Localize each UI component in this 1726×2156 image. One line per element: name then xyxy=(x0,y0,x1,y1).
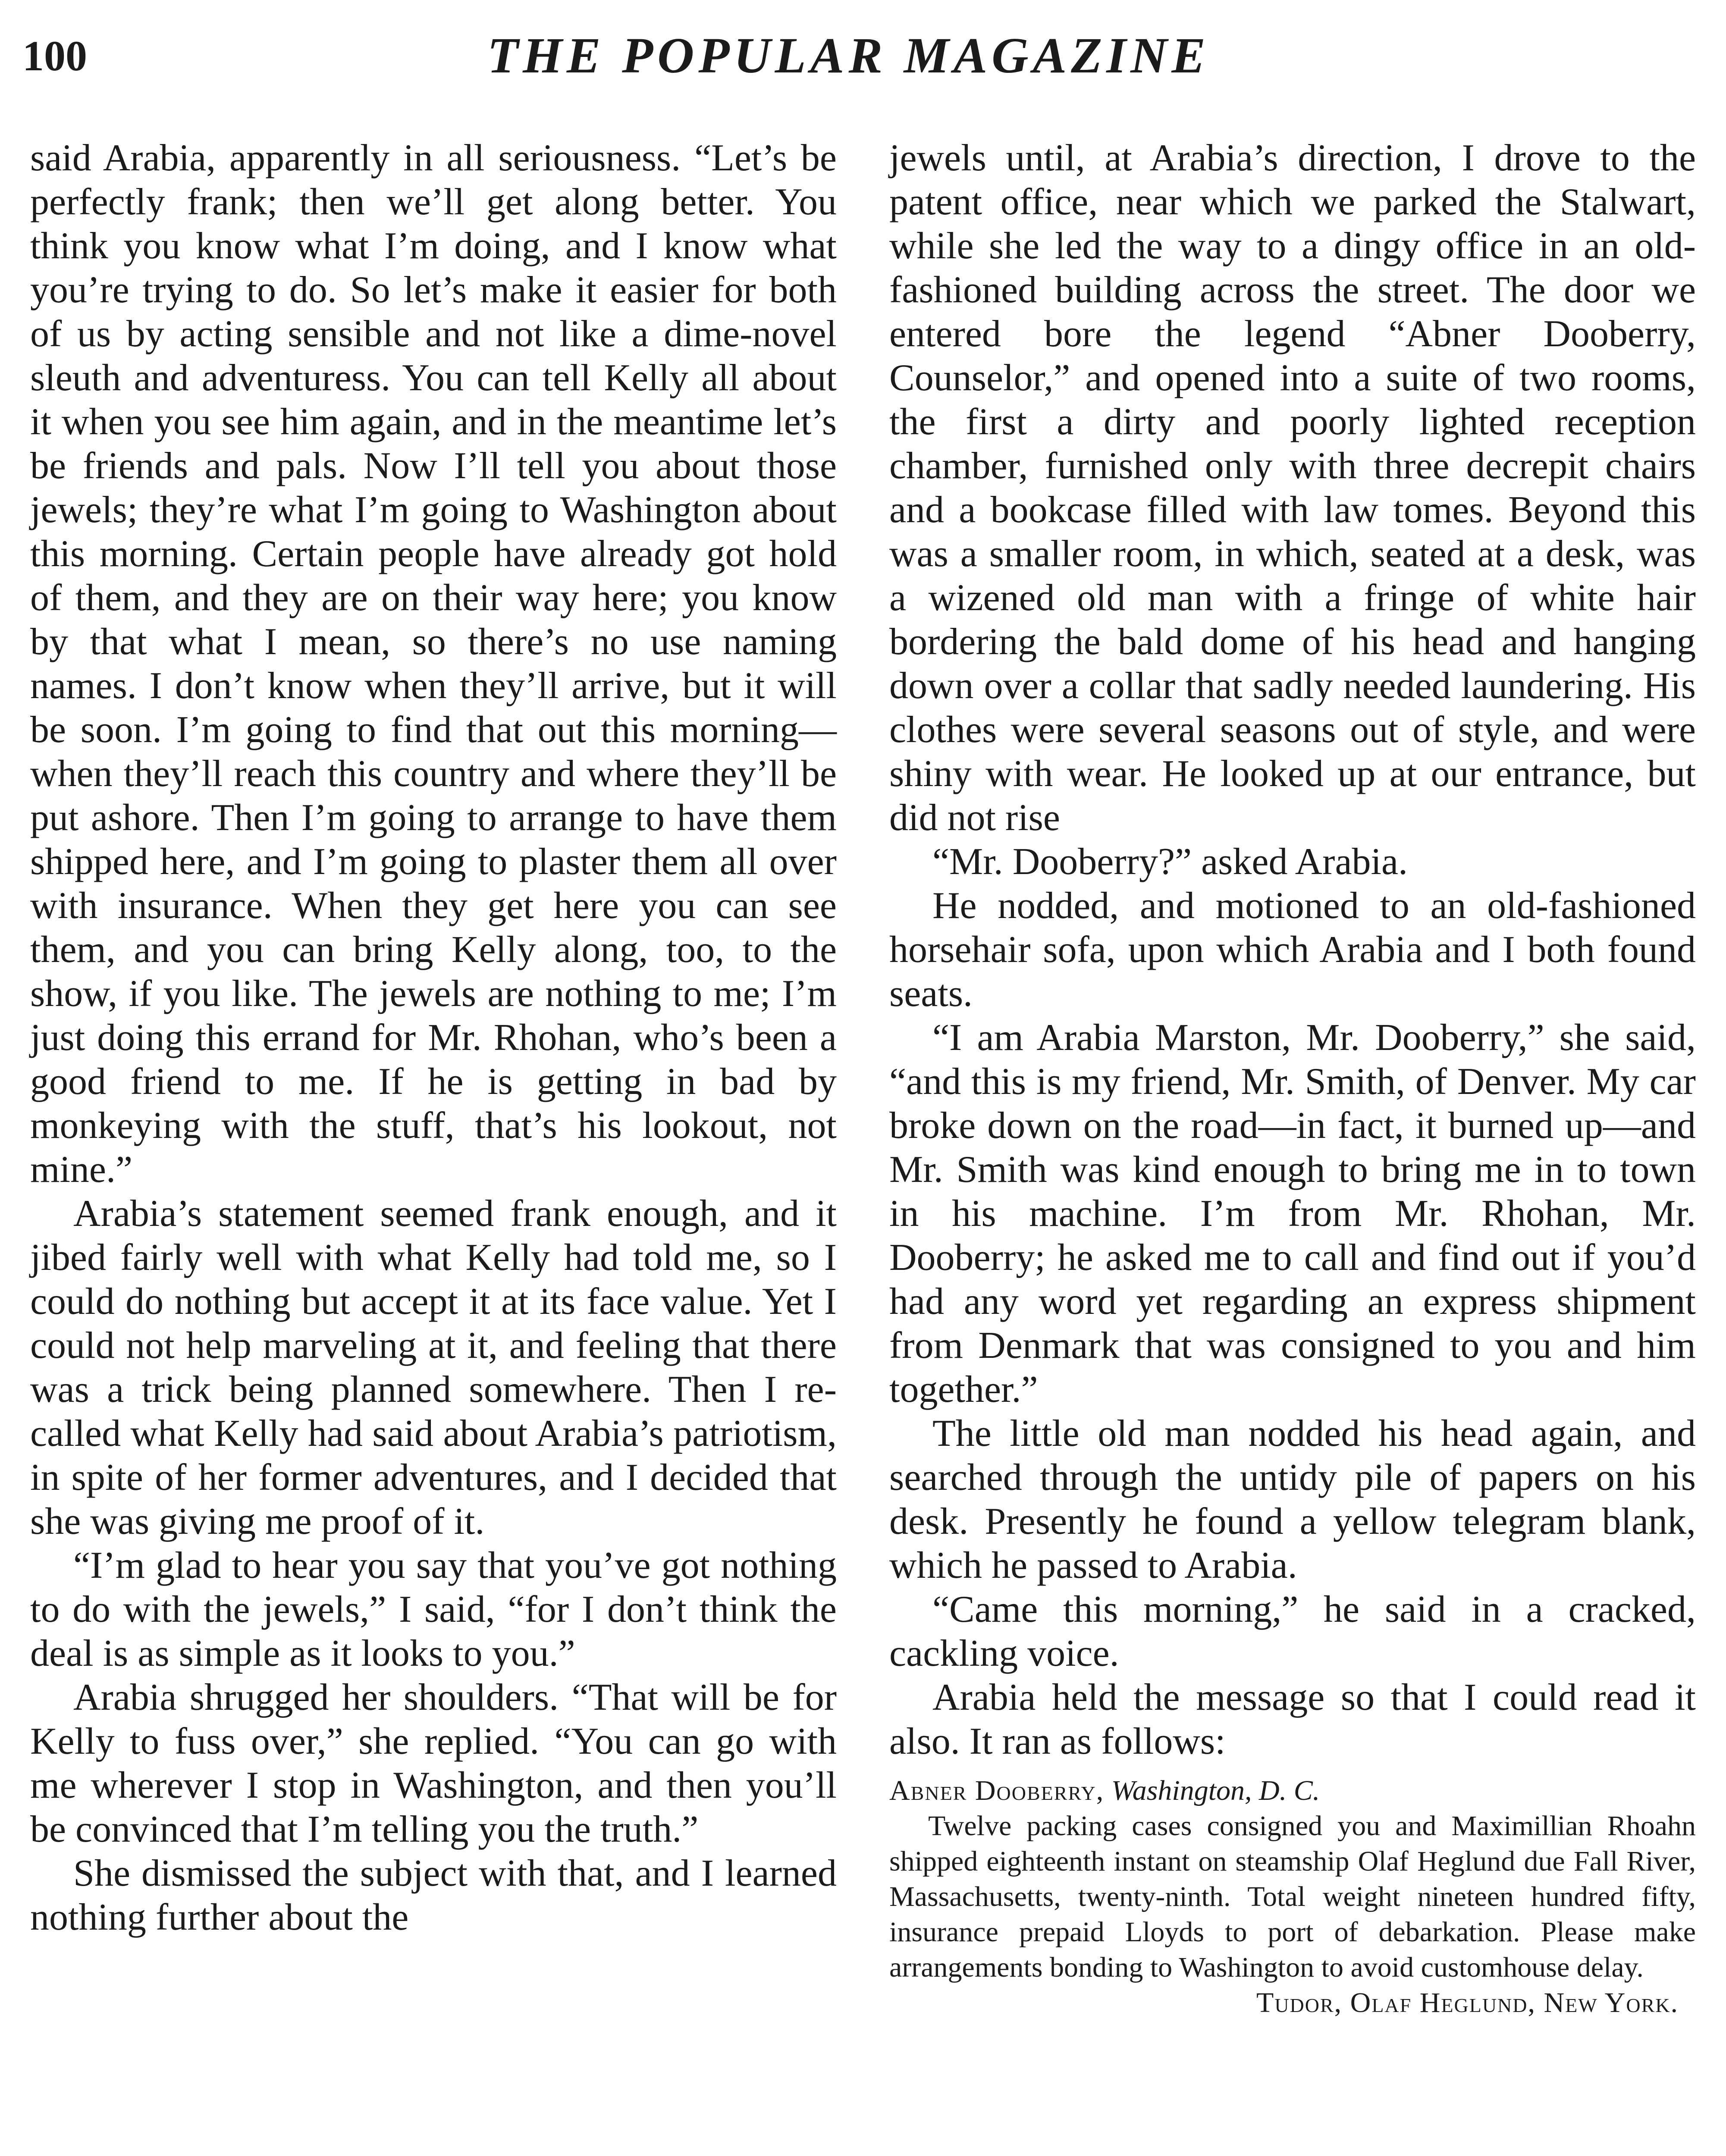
magazine-title: THE POPULAR MAGAZINE xyxy=(487,27,1210,84)
telegram-signature: Tudor, Olaf Heglund, New York. xyxy=(1256,1987,1679,2018)
telegram-body: Twelve packing cases consigned you and Maximillian Rhoahn shipped eighteenth instant on steamship Olaf Heglund due Fall River, Massachusetts, twenty-ninth. Total weight nineteen hundred fifty, insurance prepaid Lloyds to port of debarkation. Please make arrangements bonding to Washington to avoid customhouse delay. xyxy=(889,1810,1696,1983)
telegram-addressee: Abner Dooberry, xyxy=(889,1775,1105,1806)
left-column xyxy=(30,136,837,1940)
paragraph: The little old man nodded his head again, and searched through the untidy pile of papers on his desk. Presently he found a yellow telegram blank, which he passed to Arabia. xyxy=(889,1413,1696,1586)
paragraph: “Came this morning,” he said in a cracked, cackling voice. xyxy=(889,1589,1696,1674)
page-number: 100 xyxy=(22,32,87,80)
paragraph: Arabia’s statement seemed frank enough, and it jibed fairly well with what Kelly had told me, so I could do nothing but accept it at its face value. Yet I could not help marveling at it, and feeling that there was a trick being planned somewhere. Then I recalled what Kelly had said about Arabia’s patriotism, in spite of her former adventures, and I decided that she was giving me proof of it. xyxy=(30,1193,837,1542)
telegram-header xyxy=(889,1773,1696,1808)
telegram-location: Washington, D. C. xyxy=(1111,1775,1320,1806)
paragraph: He nodded, and motioned to an old-fashioned horsehair sofa, upon which Arabia and I both found seats. xyxy=(889,885,1696,1015)
paragraph: jewels until, at Arabia’s direction, I drove to the patent office, near which we parked the Stalwart, while she led the way to a dingy office in an old-fashioned building across the street. The door we entered bore the legend “Abner Dooberry, Counselor,” and opened into a suite of two rooms, the first a dirty and poorly lighted reception chamber, furnished only with three decrepit chairs and a bookcase filled with law tomes. Beyond this was a smaller room, in which, seated at a desk, was a wizened old man with a fringe of white hair bordering the bald dome of his head and hanging down over a collar that sadly needed laundering. His clothes were several seasons out of style, and were shiny with wear. He looked up at our entrance, but did not rise xyxy=(889,137,1696,839)
paragraph: “Mr. Dooberry?” asked Arabia. xyxy=(932,841,1408,883)
paragraph: Arabia held the message so that I could read it also. It ran as follows: xyxy=(889,1677,1696,1762)
paragraph: “I’m glad to hear you say that you’ve got nothing to do with the jewels,” I said, “for I don’t think the deal is as simple as it looks to you.” xyxy=(30,1545,837,1674)
paragraph: Arabia shrugged her shoulders. “That will be for Kelly to fuss over,” she replied. “You can go with me wherever I stop in Washington, and then you’ll be convinced that I’m telling you the truth.” xyxy=(30,1677,837,1850)
telegram xyxy=(889,1773,1696,2021)
paragraph: “I am Arabia Marston, Mr. Dooberry,” she said, “and this is my friend, Mr. Smith, of Denver. My car broke down on the road—in fact, it burned up—and Mr. Smith was kind enough to bring me in to town in his machine. I’m from Mr. Rhohan, Mr. Dooberry; he asked me to call and find out if you’d had any word yet regarding an express shipment from Denmark that was consigned to you and him together.” xyxy=(889,1017,1696,1410)
paragraph: She dismissed the subject with that, and I learned nothing further about the xyxy=(30,1852,837,1938)
page-header xyxy=(0,0,1726,129)
paragraph: said Arabia, apparently in all seriousness. “Let’s be perfectly frank; then we’ll get along better. You think you know what I’m doing, and I know what you’re trying to do. So let’s make it easier for both of us by acting sensible and not like a dime-novel sleuth and adventuress. You can tell Kelly all about it when you see him again, and in the meantime let’s be friends and pals. Now I’ll tell you about those jewels; they’re what I’m going to Washington about this morning. Certain people have already got hold of them, and they are on their way here; you know by that what I mean, so there’s no use naming names. I don’t know when they’ll arrive, but it will be soon. I’m going to find that out this morning—when they’ll reach this country and where they’ll be put ashore. Then I’m going to arrange to have them shipped here, and I’m going to plaster them all over with insurance. When they get here you can see them, and you can bring Kelly along, too, to the show, if you like. The jewels are nothing to me; I’m just doing this errand for Mr. Rhohan, who’s been a good friend to me. If he is getting in bad by monkeying with the stuff, that’s his lookout, not mine.” xyxy=(30,137,837,1191)
right-column xyxy=(889,136,1696,2021)
